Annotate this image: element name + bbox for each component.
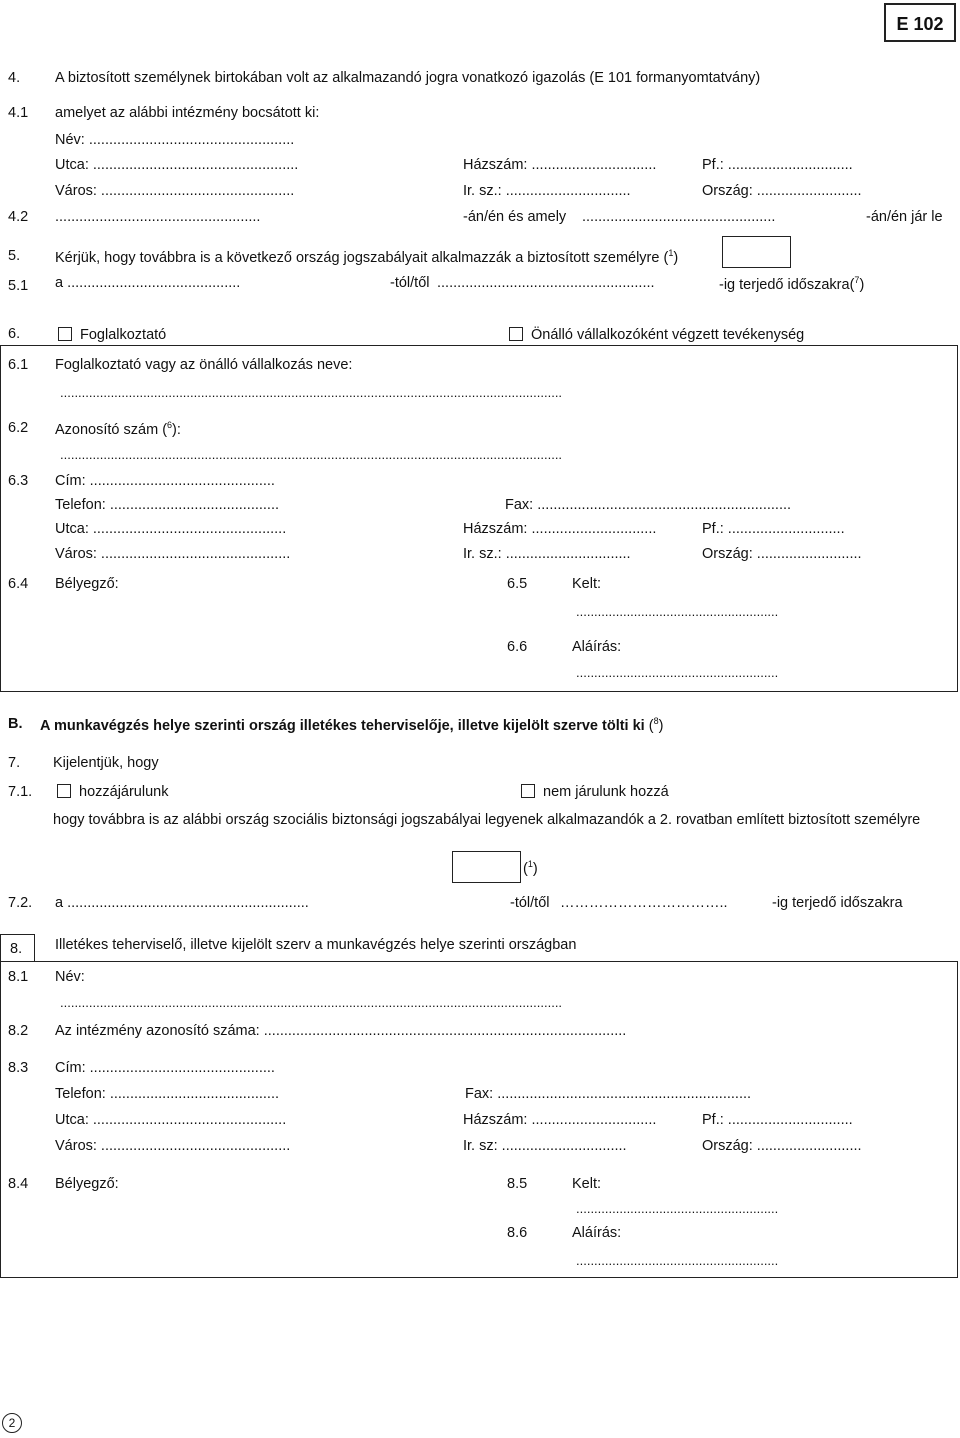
- no-consent-label: nem járulunk hozzá: [543, 784, 669, 800]
- s62-number: 6.2: [8, 420, 29, 436]
- s51-number: 5.1: [8, 278, 29, 294]
- s84-number: 8.4: [8, 1176, 29, 1192]
- s51-ref-close: ): [859, 276, 865, 293]
- s81-name-label: Név:: [55, 969, 85, 985]
- s83-address-field[interactable]: Cím: ..............................................: [55, 1060, 275, 1076]
- s63-house-number-field[interactable]: Házszám: ...............................: [463, 521, 657, 537]
- s84-stamp-label: Bélyegző:: [55, 1176, 119, 1192]
- s72-end-field[interactable]: ……………………………..: [560, 895, 728, 911]
- s61-label: Foglalkoztató vagy az önálló vállalkozás neve:: [55, 357, 353, 373]
- page-number: 2: [8, 1416, 16, 1430]
- s7-ref-open: (: [523, 860, 528, 877]
- page-number-circle: [2, 1413, 22, 1433]
- s4-pobox-field[interactable]: Pf.: ...............................: [702, 157, 853, 173]
- s7-ref: [523, 860, 538, 876]
- s83-country-field[interactable]: Ország: ..........................: [702, 1138, 862, 1154]
- s5-text: [55, 249, 678, 265]
- s63-pobox-field[interactable]: Pf.: .............................: [702, 521, 845, 537]
- s83-city-field[interactable]: Város: ...............................................: [55, 1138, 291, 1154]
- s41-text: amelyet az alábbi intézmény bocsátott ki:: [55, 105, 320, 121]
- sB-ref-open: (: [644, 717, 654, 734]
- s83-fax-field[interactable]: Fax: ...............................................................: [465, 1086, 752, 1102]
- no-consent-checkbox[interactable]: [521, 784, 535, 798]
- s66-signature-field[interactable]: ........................................................: [576, 665, 779, 680]
- s72-end-suffix: -ig terjedő időszakra: [772, 895, 903, 911]
- s8-number: 8.: [10, 941, 23, 957]
- s42-number: 4.2: [8, 209, 29, 225]
- s85-date-field[interactable]: ........................................................: [576, 1201, 779, 1216]
- s83-house-number-field[interactable]: Házszám: ...............................: [463, 1112, 657, 1128]
- s63-phone-field[interactable]: Telefon: ..........................................: [55, 497, 280, 513]
- s86-number: 8.6: [507, 1225, 528, 1241]
- s86-signature-label: Aláírás:: [572, 1225, 622, 1241]
- s83-street-field[interactable]: Utca: ................................................: [55, 1112, 287, 1128]
- s51-start-field[interactable]: a ...........................................: [55, 275, 241, 291]
- s5-footnote-ref: 1: [668, 248, 674, 258]
- s7-country-box[interactable]: [452, 851, 521, 883]
- s64-stamp-label: Bélyegző:: [55, 576, 119, 592]
- self-employed-checkbox[interactable]: [509, 327, 523, 341]
- s62-ref-open: (: [158, 421, 168, 438]
- s51-end-suffix: [719, 276, 864, 292]
- s62-label: [55, 421, 181, 437]
- s7-ref-close: ): [532, 860, 538, 877]
- sB-footnote-ref: 8: [653, 716, 659, 726]
- s51-footnote-ref: 7: [854, 275, 860, 285]
- s42-end-suffix: -án/én jár le: [866, 209, 943, 225]
- s71-paragraph: hogy továbbra is az alábbi ország szociális biztonsági jogszabályai legyenek alkalmazandók a 2. rovatban említett biztosított személyre: [53, 812, 921, 828]
- s51-end-suffix-text: -ig terjedő időszakra: [719, 276, 850, 293]
- s7-number: 7.: [8, 755, 21, 771]
- s82-number: 8.2: [8, 1023, 29, 1039]
- s51-start-suffix: -tól/től: [390, 275, 430, 291]
- s41-number: 4.1: [8, 105, 29, 121]
- employer-checkbox[interactable]: [58, 327, 72, 341]
- self-employed-label: Önálló vállalkozóként végzett tevékenység: [531, 327, 805, 343]
- s4-zip-field[interactable]: Ir. sz.: ...............................: [463, 183, 631, 199]
- s61-name-field[interactable]: ...........................................................................................................................................: [60, 385, 563, 400]
- s4-country-field[interactable]: Ország: ..........................: [702, 183, 862, 199]
- s5-country-box[interactable]: [722, 236, 791, 268]
- s5-number: 5.: [8, 248, 21, 264]
- s61-number: 6.1: [8, 357, 29, 373]
- s63-address-field[interactable]: Cím: ..............................................: [55, 473, 275, 489]
- form-code-box: [884, 3, 956, 42]
- consent-checkbox[interactable]: [57, 784, 71, 798]
- s63-street-field[interactable]: Utca: ................................................: [55, 521, 287, 537]
- form-code: E 102: [896, 14, 944, 34]
- s63-zip-field[interactable]: Ir. sz.: ...............................: [463, 546, 631, 562]
- s83-phone-field[interactable]: Telefon: ..........................................: [55, 1086, 280, 1102]
- s72-start-suffix: -tól/től: [510, 895, 550, 911]
- s5-text-close: ): [673, 249, 679, 266]
- s62-ref-close: ):: [172, 421, 181, 438]
- employer-label: Foglalkoztató: [80, 327, 167, 343]
- sB-text-main: A munkavégzés helye szerinti ország illetékes teherviselője, illetve kijelölt szerve tölti ki: [40, 717, 645, 734]
- s51-ref-open: (: [849, 276, 855, 293]
- s81-number: 8.1: [8, 969, 29, 985]
- s4-text: A biztosított személynek birtokában volt az alkalmazandó jogra vonatkozó igazolás (E 101 formanyomtatvány): [55, 70, 761, 86]
- s83-zip-field[interactable]: Ir. sz: ...............................: [463, 1138, 627, 1154]
- sB-number: B.: [8, 716, 23, 732]
- s71-number: 7.1.: [8, 784, 33, 800]
- s83-pobox-field[interactable]: Pf.: ...............................: [702, 1112, 853, 1128]
- s66-number: 6.6: [507, 639, 528, 655]
- s63-fax-field[interactable]: Fax: ...............................................................: [505, 497, 792, 513]
- s7-text: Kijelentjük, hogy: [53, 755, 159, 771]
- s72-number: 7.2.: [8, 895, 33, 911]
- s86-signature-field[interactable]: ........................................................: [576, 1253, 779, 1268]
- s65-number: 6.5: [507, 576, 528, 592]
- s85-number: 8.5: [507, 1176, 528, 1192]
- s51-end-field[interactable]: ......................................................: [437, 275, 655, 291]
- consent-label: hozzájárulunk: [79, 784, 169, 800]
- s83-number: 8.3: [8, 1060, 29, 1076]
- s64-number: 6.4: [8, 576, 29, 592]
- s85-date-label: Kelt:: [572, 1176, 602, 1192]
- s7-footnote-ref: 1: [527, 859, 533, 869]
- s81-name-field[interactable]: ...........................................................................................................................................: [60, 995, 563, 1010]
- s8-text: Illetékes teherviselő, illetve kijelölt szerv a munkavégzés helye szerinti országban: [55, 937, 577, 953]
- s63-number: 6.3: [8, 473, 29, 489]
- sB-text: [40, 717, 663, 733]
- s63-city-field[interactable]: Város: ...............................................: [55, 546, 291, 562]
- s72-start-field[interactable]: a ............................................................: [55, 895, 309, 911]
- s4-name-field[interactable]: Név: ...................................................: [55, 132, 295, 148]
- s4-street-field[interactable]: Utca: ...................................................: [55, 157, 299, 173]
- s62-footnote-ref: 6: [167, 420, 173, 430]
- s63-country-field[interactable]: Ország: ..........................: [702, 546, 862, 562]
- s42-end-field[interactable]: ................................................: [582, 209, 776, 225]
- s82-id-field[interactable]: Az intézmény azonosító száma: ..........................................................................................: [55, 1023, 627, 1039]
- s5-text-main: Kérjük, hogy továbbra is a következő ország jogszabályait alkalmazzák a biztosított személyre (: [55, 249, 669, 266]
- s42-start-suffix: -án/én és amely: [463, 209, 567, 225]
- sB-ref-close: ): [658, 717, 664, 734]
- s4-house-number-field[interactable]: Házszám: ...............................: [463, 157, 657, 173]
- s65-date-field[interactable]: ........................................................: [576, 604, 779, 619]
- s42-start-field[interactable]: ...................................................: [55, 209, 261, 225]
- s4-city-field[interactable]: Város: ................................................: [55, 183, 295, 199]
- s65-date-label: Kelt:: [572, 576, 602, 592]
- s62-id-field[interactable]: ...........................................................................................................................................: [60, 447, 563, 462]
- s62-label-text: Azonosító szám: [55, 421, 159, 438]
- s4-number: 4.: [8, 70, 21, 86]
- s6-number: 6.: [8, 326, 21, 342]
- s66-signature-label: Aláírás:: [572, 639, 622, 655]
- s8-number-box: [0, 934, 35, 962]
